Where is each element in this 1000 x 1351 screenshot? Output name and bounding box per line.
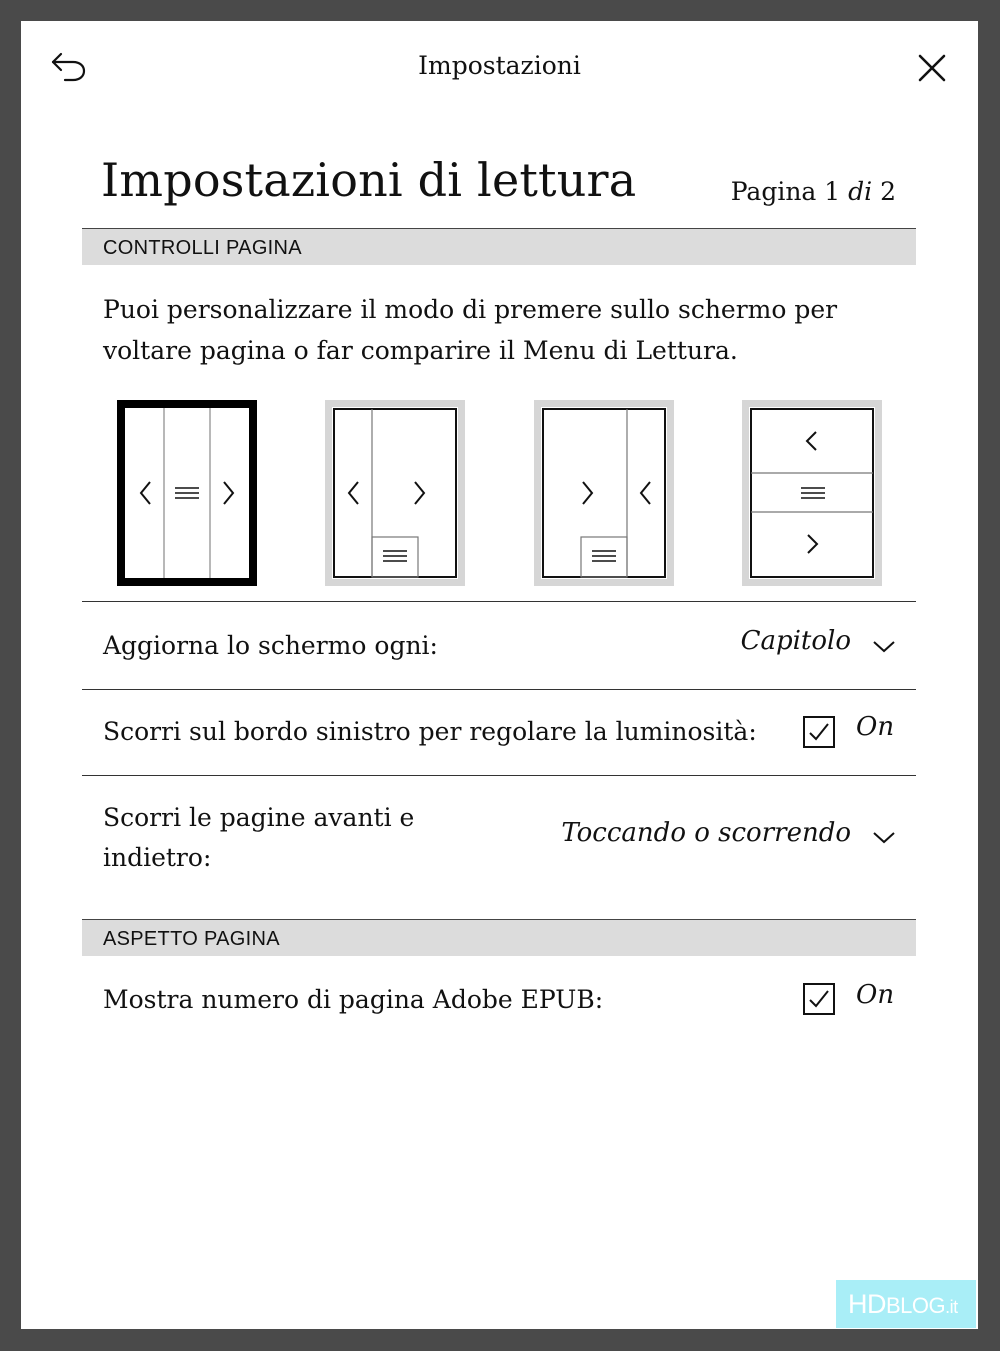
layout-option-three-rows[interactable]: [742, 400, 882, 586]
layout-option-right-wide-menu-bottom[interactable]: [534, 400, 674, 586]
refresh-label: Aggiorna lo schermo ogni:: [103, 631, 438, 660]
refresh-dropdown[interactable]: [871, 639, 897, 655]
section-title-page-appearance: ASPETTO PAGINA: [103, 928, 280, 950]
page-indicator-of: di: [848, 177, 873, 206]
checkbox-checked-icon: [803, 716, 835, 748]
layout-option-three-columns[interactable]: [117, 400, 257, 586]
settings-screen: [21, 21, 978, 1329]
checkbox-checked-icon: [803, 983, 835, 1015]
brightness-value: On: [856, 712, 895, 742]
page-turn-value[interactable]: Toccando o scorrendo: [561, 818, 851, 848]
page-turn-label-line2: indietro:: [103, 843, 212, 872]
hdblog-watermark: [836, 1280, 976, 1328]
page-indicator-prefix: Pagina 1: [730, 177, 849, 206]
page-turn-label-line1: Scorri le pagine avanti e: [103, 803, 415, 832]
page-title: Impostazioni di lettura: [101, 153, 637, 207]
divider: [82, 689, 916, 690]
layout-option-left-wide-menu-bottom[interactable]: [325, 400, 465, 586]
divider: [82, 775, 916, 776]
watermark-brand-tld: .it: [945, 1297, 958, 1317]
refresh-value[interactable]: Capitolo: [740, 626, 851, 656]
adobe-page-number-label: Mostra numero di pagina Adobe EPUB:: [103, 985, 604, 1014]
layout-left-wide-icon: [325, 400, 465, 586]
layout-three-rows-icon: [742, 400, 882, 586]
divider: [82, 601, 916, 602]
layout-right-wide-icon: [534, 400, 674, 586]
chevron-down-icon: [871, 639, 897, 655]
description-text: Puoi personalizzare il modo di premere sullo schermo per voltare pagina o far comparire il Menu di Lettura.: [103, 295, 838, 365]
section-header-page-controls: [82, 228, 916, 265]
page-turn-label: [103, 798, 414, 878]
page-indicator-total: 2: [872, 177, 896, 206]
close-button[interactable]: [915, 51, 949, 85]
brightness-label: Scorri sul bordo sinistro per regolare la luminosità:: [103, 717, 757, 746]
topbar-title: Impostazioni: [418, 51, 581, 80]
page-indicator: [731, 177, 896, 206]
adobe-page-number-checkbox[interactable]: [803, 983, 835, 1015]
watermark-brand-bold: HD: [848, 1289, 886, 1319]
watermark-brand-thin: BLOG: [886, 1293, 946, 1318]
layout-three-columns-icon: [117, 400, 257, 586]
brightness-checkbox[interactable]: [803, 716, 835, 748]
section-title-page-controls: CONTROLLI PAGINA: [103, 237, 302, 259]
close-icon: [915, 51, 949, 85]
section-header-page-appearance: [82, 919, 916, 956]
adobe-page-number-value: On: [856, 980, 895, 1010]
page-turn-dropdown[interactable]: [871, 830, 897, 846]
chevron-down-icon: [871, 830, 897, 846]
